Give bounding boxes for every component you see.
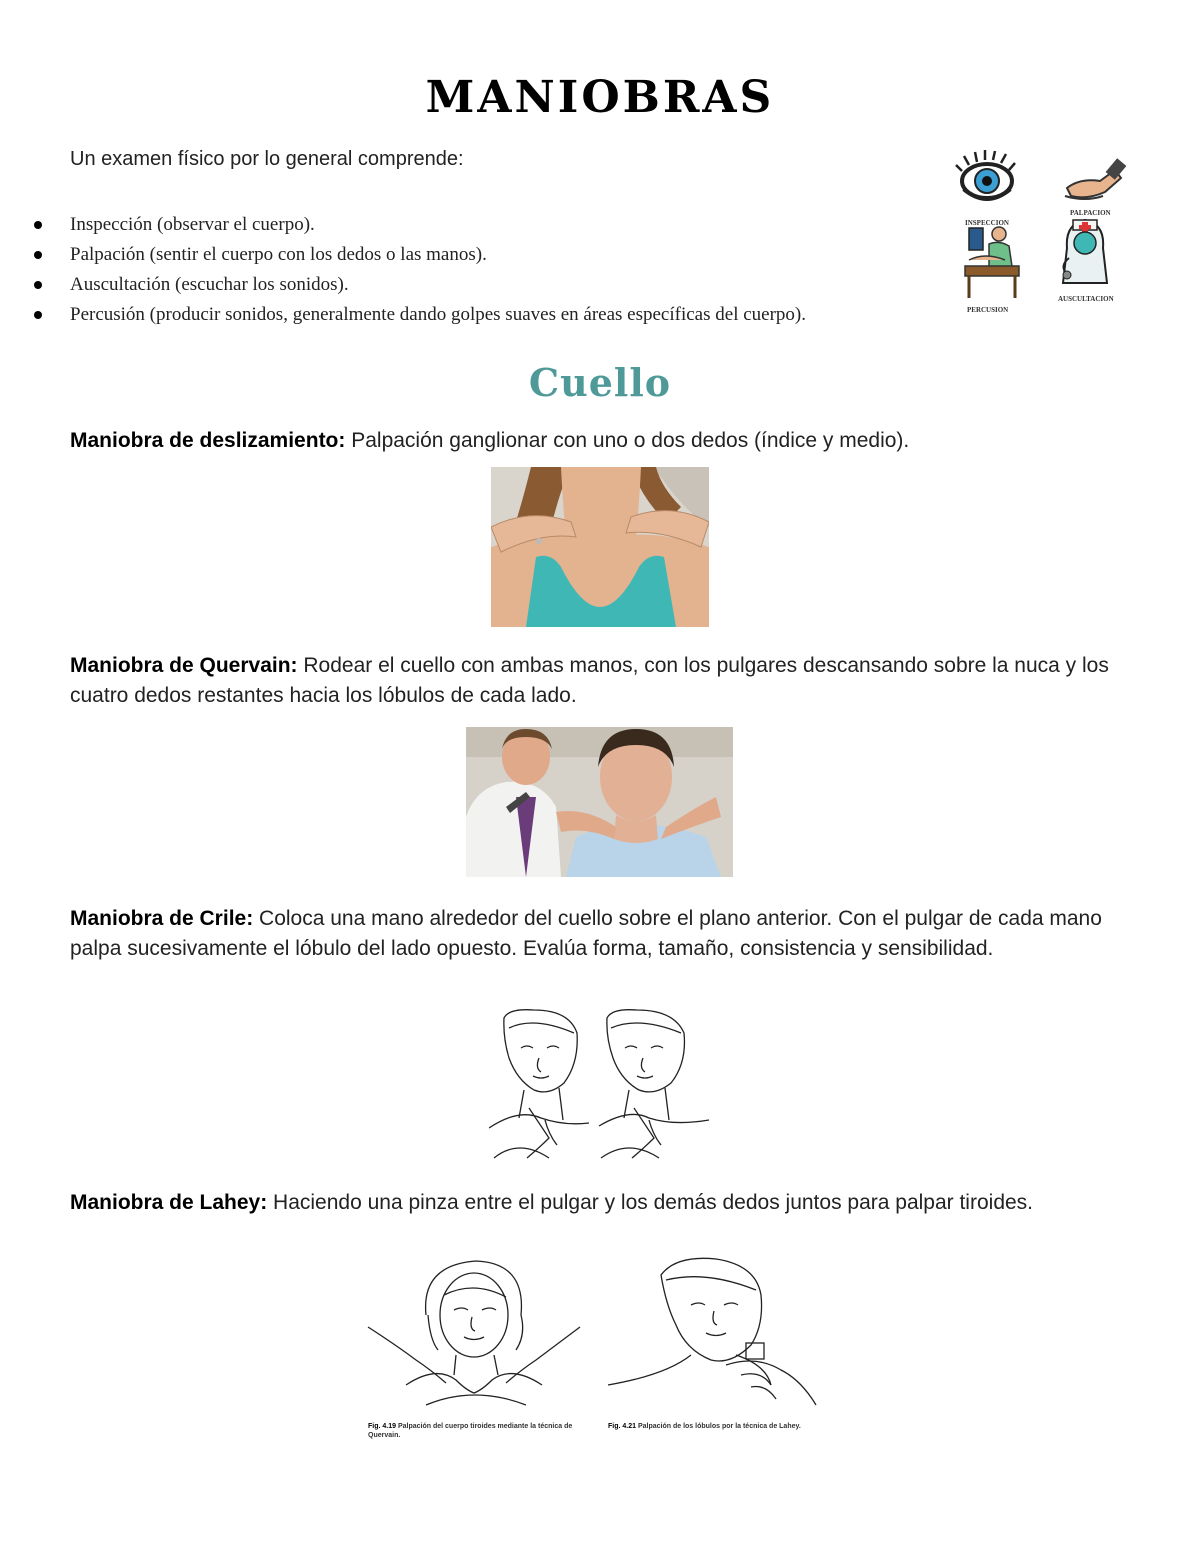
maneuver-text: Rodear el cuello con ambas manos, con los pulgares descansando sobre la nuca y los cuatro dedos restantes hacia los lóbulos de cada lado. bbox=[70, 654, 1109, 707]
maneuver-name: Maniobra de Crile: bbox=[70, 907, 254, 930]
photo-quervain-maneuver bbox=[466, 727, 733, 877]
maneuver-name: Maniobra de Quervain: bbox=[70, 654, 298, 677]
percusion-label: PERCUSION bbox=[967, 306, 1009, 314]
caption-quervain: Fig. 4.19 Palpación del cuerpo tiroides mediante la técnica de Quervain. bbox=[368, 1423, 573, 1439]
palpacion-label: PALPACION bbox=[1070, 209, 1111, 217]
eye-icon bbox=[956, 150, 1015, 200]
exam-icons-clipart bbox=[955, 148, 1130, 318]
maneuver-name: Maniobra de Lahey: bbox=[70, 1191, 268, 1214]
illustration-quervain-figure bbox=[366, 1255, 594, 1415]
bullet-icon bbox=[34, 281, 42, 289]
photo-neck-palpation bbox=[491, 467, 709, 627]
maneuver-lahey bbox=[70, 1188, 1140, 1218]
maneuver-crile bbox=[70, 904, 1140, 964]
inspeccion-label: INSPECCION bbox=[965, 219, 1009, 227]
list-item: Palpación (sentir el cuerpo con los dedos o las manos). bbox=[30, 240, 806, 270]
auscultacion-label: AUSCULTACION bbox=[1058, 295, 1114, 303]
intro-text: Un examen físico por lo general comprende: bbox=[70, 148, 464, 170]
section-title: Cuello bbox=[528, 360, 672, 405]
page-title: MANIOBRAS bbox=[425, 72, 775, 123]
maneuver-deslizamiento bbox=[70, 426, 1140, 456]
bullet-icon bbox=[34, 251, 42, 259]
maneuver-text: Palpación ganglionar con uno o dos dedos (índice y medio). bbox=[345, 429, 910, 452]
list-item: Inspección (observar el cuerpo). bbox=[30, 210, 806, 240]
list-item: Percusión (producir sonidos, generalmente dando golpes suaves en áreas específicas del cuerpo). bbox=[30, 300, 806, 330]
maneuver-text: Haciendo una pinza entre el pulgar y los demás dedos juntos para palpar tiroides. bbox=[267, 1191, 1034, 1214]
stethoscope-icon bbox=[1063, 220, 1107, 283]
illustration-lahey-figure bbox=[606, 1255, 834, 1415]
exam-list bbox=[30, 210, 806, 330]
hand-icon bbox=[1065, 158, 1126, 199]
list-item: Auscultación (escuchar los sonidos). bbox=[30, 270, 806, 300]
bullet-icon bbox=[34, 221, 42, 229]
bullet-icon bbox=[34, 311, 42, 319]
percussion-icon bbox=[965, 227, 1019, 298]
maneuver-quervain bbox=[70, 651, 1140, 711]
maneuver-text: Coloca una mano alrededor del cuello sobre el plano anterior. Con el pulgar de cada mano palpa sucesivamente el lóbulo del lado opuesto. Evalúa forma, tamaño, consistencia y sensibilidad. bbox=[70, 907, 1102, 960]
illustration-crile-maneuver bbox=[489, 1008, 711, 1170]
maneuver-name: Maniobra de deslizamiento: bbox=[70, 429, 346, 452]
caption-lahey: Fig. 4.21 Palpación de los lóbulos por la técnica de Lahey. bbox=[608, 1423, 801, 1430]
